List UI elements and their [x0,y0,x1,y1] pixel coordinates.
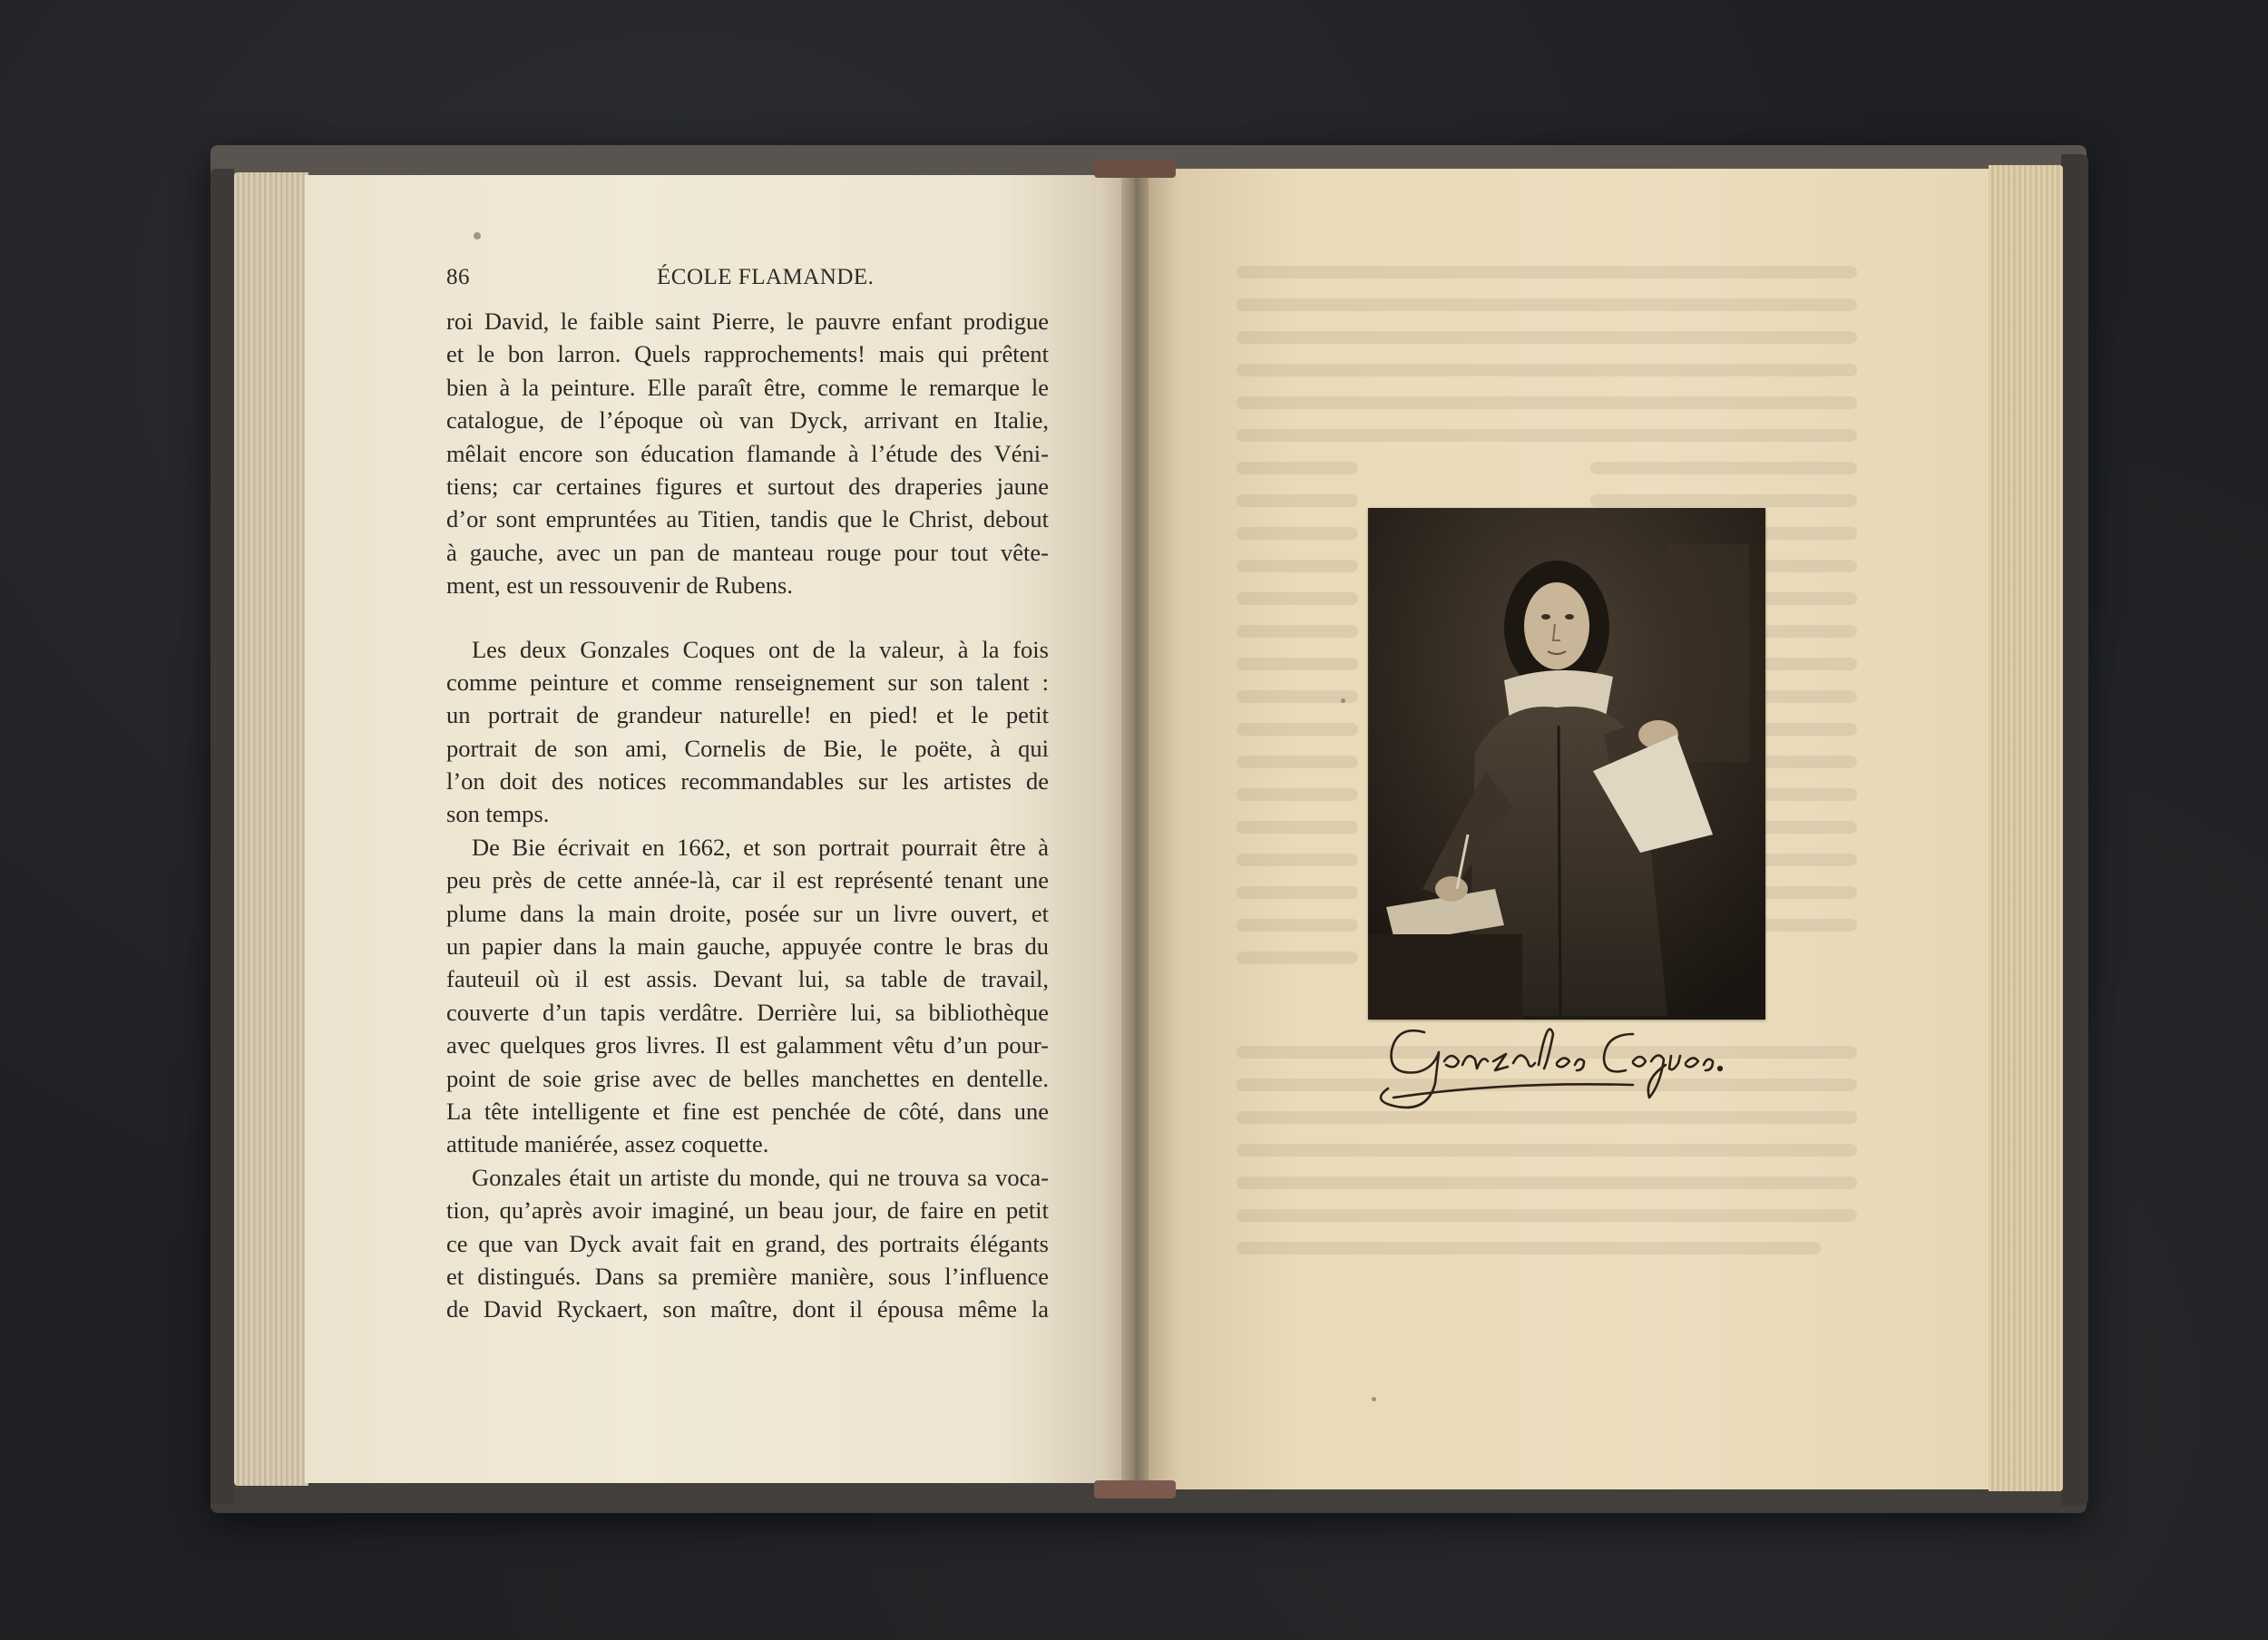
paragraph-3 [446,831,1049,1161]
text-line: roi David, le faible saint Pierre, le pauvre enfant prodigue [446,308,1049,335]
text-line: catalogue, de l’époque où van Dyck, arrivant en Italie, [446,406,1049,434]
running-title: ÉCOLE FLAMANDE. [657,265,875,289]
book-gutter [1121,172,1149,1486]
text-line: fauteuil où il est assis. Devant lui, sa table de travail, [446,965,1049,993]
text-line: et distingués. Dans sa première manière, sous l’influence [446,1262,1049,1290]
text-line: son temps. [446,800,550,828]
text-line: couverte d’un tapis verdâtre. Derrière lui, sa bibliothèque [446,998,1049,1026]
text-line: La tête intelligente et fine est penchée de côté, dans une [446,1097,1049,1125]
text-line: mêlait encore son éducation flamande à l’étude des Véni- [446,439,1049,467]
text-line: peu près de cette année-là, car il est représenté tenant une [446,866,1049,894]
text-line: de David Ryckaert, son maître, dont il épousa même la [446,1295,1049,1323]
paper-speck [1372,1397,1376,1401]
running-head [446,263,1043,296]
cover-edge-right [2061,154,2088,1506]
text-line: un papier dans la main gauche, appuyée contre le bras du [446,932,1049,961]
text-line: Gonzales était un artiste du monde, qui ne trouva sa voca- [472,1163,1049,1191]
paragraph-4 [446,1161,1049,1326]
text-line: De Bie écrivait en 1662, et son portrait pourrait être à [472,833,1049,861]
spine-headband-top [1094,160,1176,178]
text-line: bien à la peinture. Elle paraît être, comme le remarque le [446,373,1049,401]
text-line: ment, est un ressouvenir de Rubens. [446,571,793,600]
text-line: tiens; car certaines figures et surtout des draperies jaune [446,472,1049,500]
text-line: attitude maniérée, assez coquette. [446,1130,769,1158]
text-line: portrait de son ami, Cornelis de Bie, le poëte, à qui [446,734,1049,762]
text-line: d’or sont empruntées au Titien, tandis que le Christ, debout [446,505,1049,533]
text-line: plume dans la main droite, posée sur un livre ouvert, et [446,899,1049,927]
cover-edge-left [210,169,234,1504]
text-line: point de soie grise avec de belles manchettes en dentelle. [446,1064,1049,1092]
paragraph-1 [446,305,1049,602]
text-line: Les deux Gonzales Coques ont de la valeur, à la fois [472,635,1049,663]
page-stack-right [1989,165,2063,1491]
text-line: l’on doit des notices recommandables sur les artistes de [446,767,1049,796]
text-line: à gauche, avec un pan de manteau rouge pour tout vête- [446,538,1049,566]
portrait-photograph [1368,508,1765,1020]
body-text [446,305,1049,1326]
paper-speck [474,232,481,239]
text-line: avec quelques gros livres. Il est galamment vêtu d’un pour- [446,1031,1049,1059]
spine-headband-bottom [1094,1480,1176,1498]
handwritten-signature [1361,998,1778,1116]
text-line: et le bon larron. Quels rapprochements! mais qui prêtent [446,340,1049,368]
text-line: ce que van Dyck avait fait en grand, des portraits élégants [446,1229,1049,1257]
page-stack-left [234,172,308,1486]
page-number: 86 [446,265,470,289]
text-line: comme peinture et comme renseignement sur son talent : [446,668,1049,696]
text-line: un portrait de grandeur naturelle! en pied! et le petit [446,701,1049,729]
text-line: tion, qu’après avoir imaginé, un beau jour, de faire en petit [446,1196,1049,1225]
paragraph-2 [446,633,1049,831]
